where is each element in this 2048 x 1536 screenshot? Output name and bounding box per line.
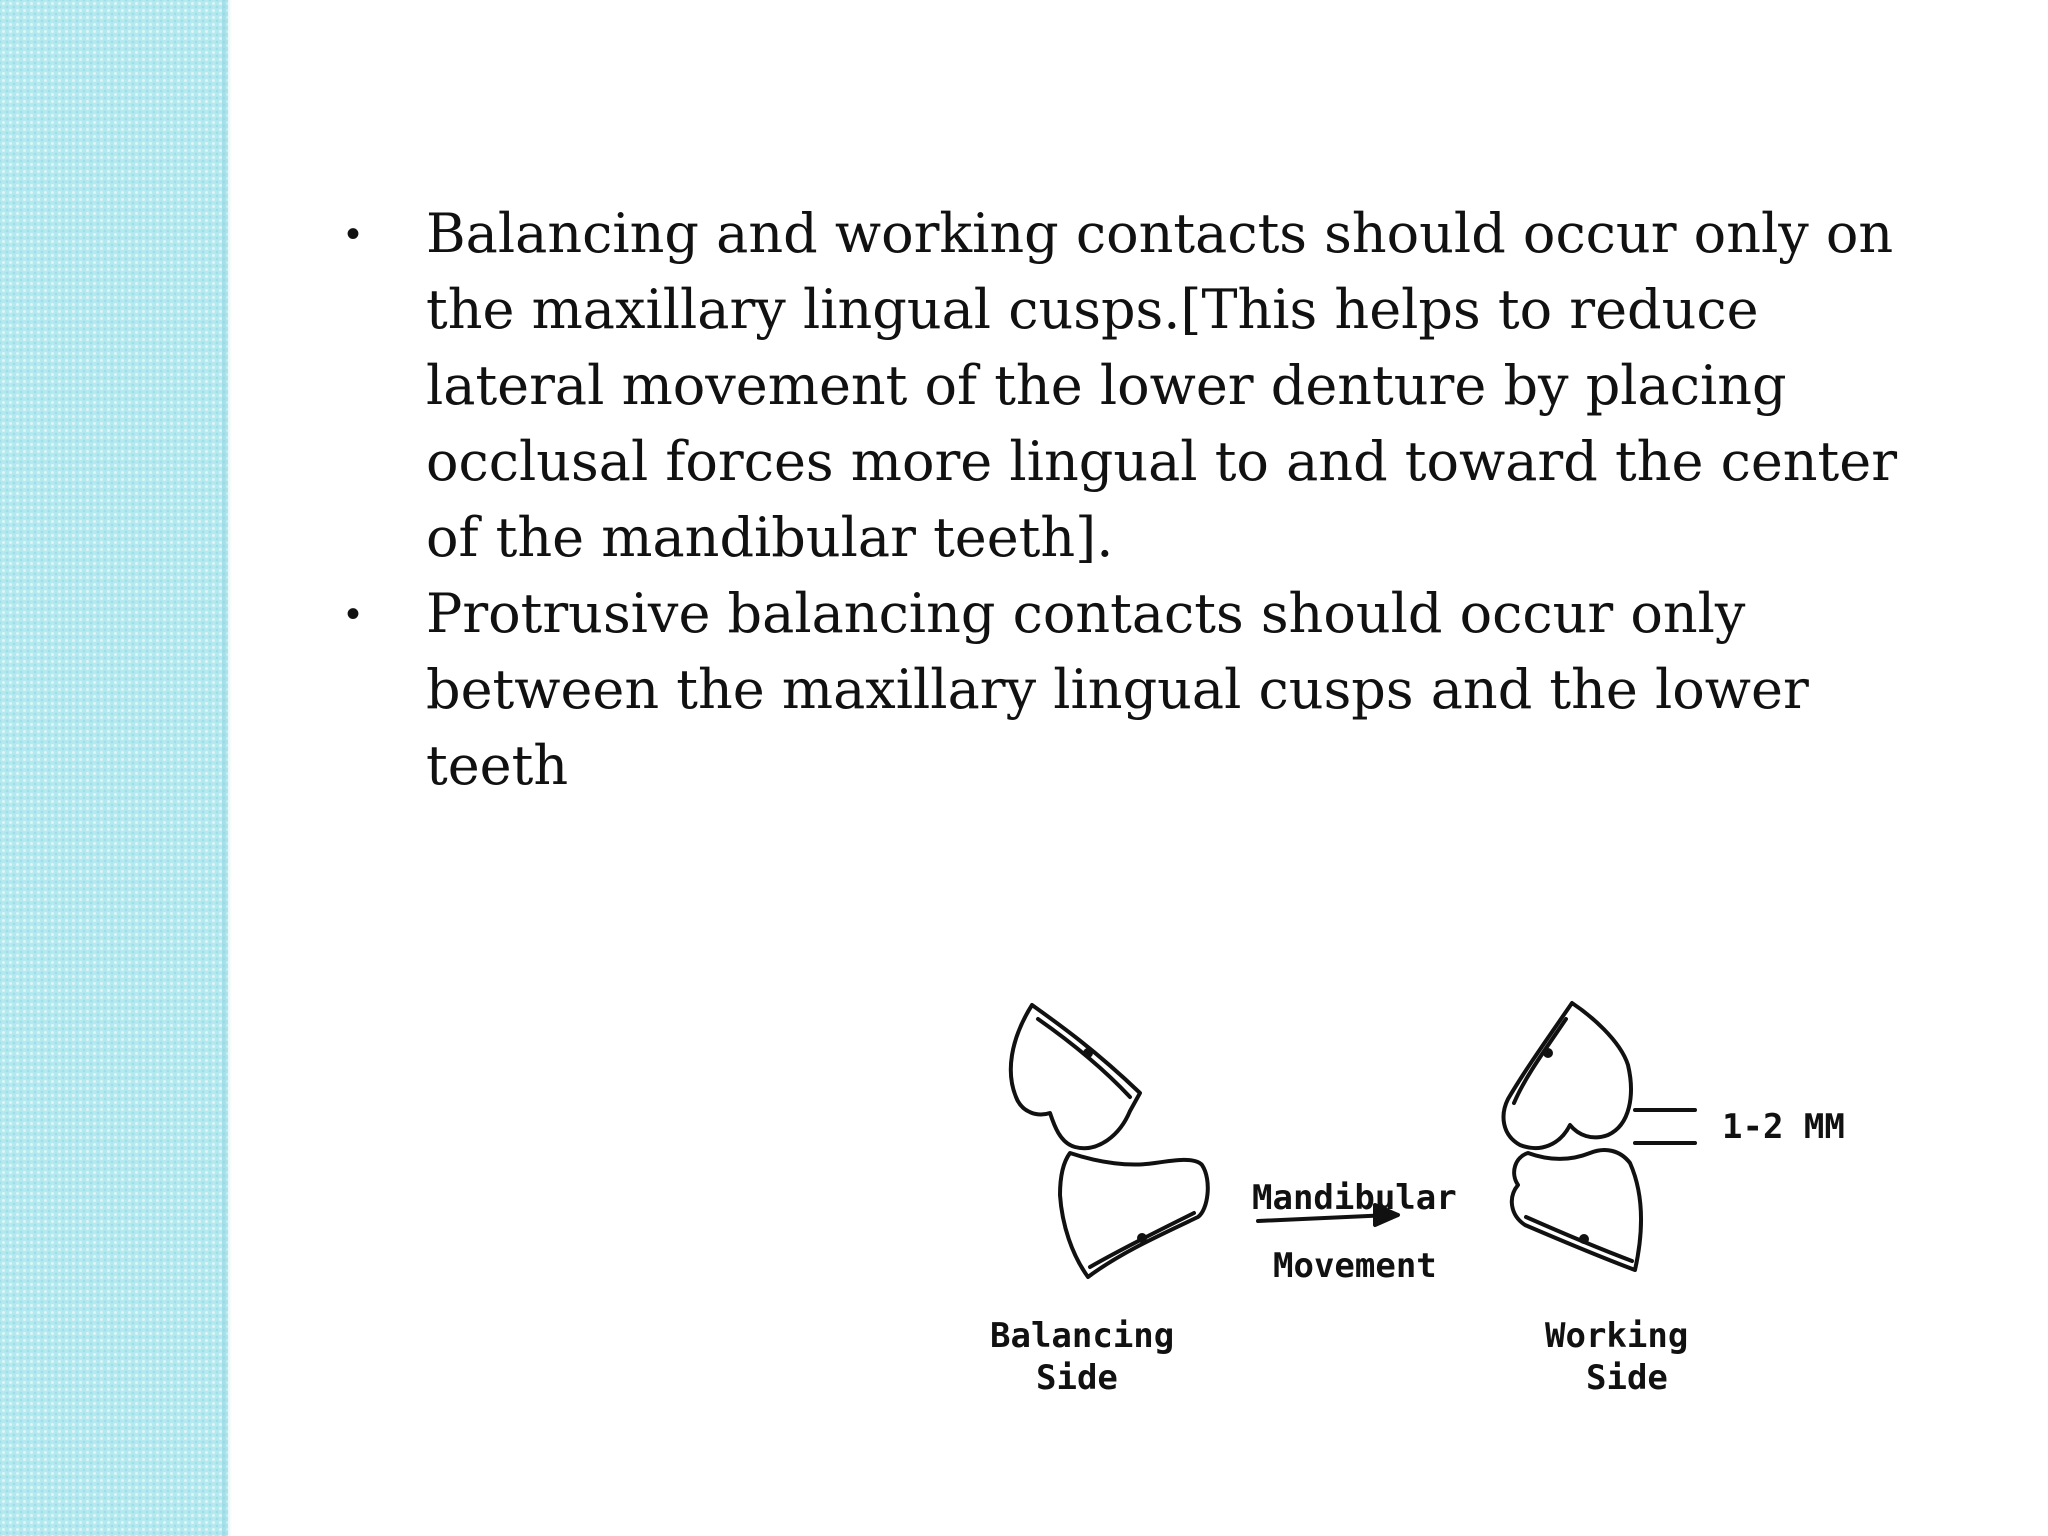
decorative-side-band (0, 0, 228, 1536)
gap-label: 1-2 MM (1722, 1107, 1845, 1147)
working-mandibular-tooth (1512, 1150, 1641, 1270)
working-maxillary-tooth (1504, 1003, 1631, 1148)
working-label-line2: Side (1586, 1358, 1668, 1398)
balancing-label-line2: Side (1036, 1358, 1118, 1398)
bullet-icon: • (346, 212, 361, 256)
gap-indicator-lines (1635, 1110, 1695, 1143)
balancing-mandibular-tooth (1060, 1153, 1208, 1277)
bullet-item-1 (340, 196, 1900, 576)
balancing-label-line1: Balancing (990, 1316, 1175, 1356)
bullet-text-2: Protrusive balancing contacts should occur only between the maxillary lingual cusps and the lower teeth (426, 582, 1809, 797)
occlusion-diagram (980, 985, 1940, 1405)
movement-label-line1: Mandibular (1252, 1178, 1457, 1218)
bullet-item-2 (340, 576, 1900, 804)
occlusion-diagram-svg (980, 985, 1940, 1405)
bullet-text-1: Balancing and working contacts should occur only on the maxillary lingual cusps.[This helps to reduce lateral movement of the lower denture by placing occlusal forces more lingual to and toward the center of the mandibular teeth]. (426, 202, 1898, 569)
bullet-icon: • (346, 592, 361, 636)
balancing-maxillary-tooth (1011, 1005, 1140, 1148)
side-band-edge (222, 0, 232, 1536)
bullet-list (340, 196, 1900, 804)
working-label-line1: Working (1545, 1316, 1689, 1356)
movement-label-line2: Movement (1273, 1246, 1437, 1286)
